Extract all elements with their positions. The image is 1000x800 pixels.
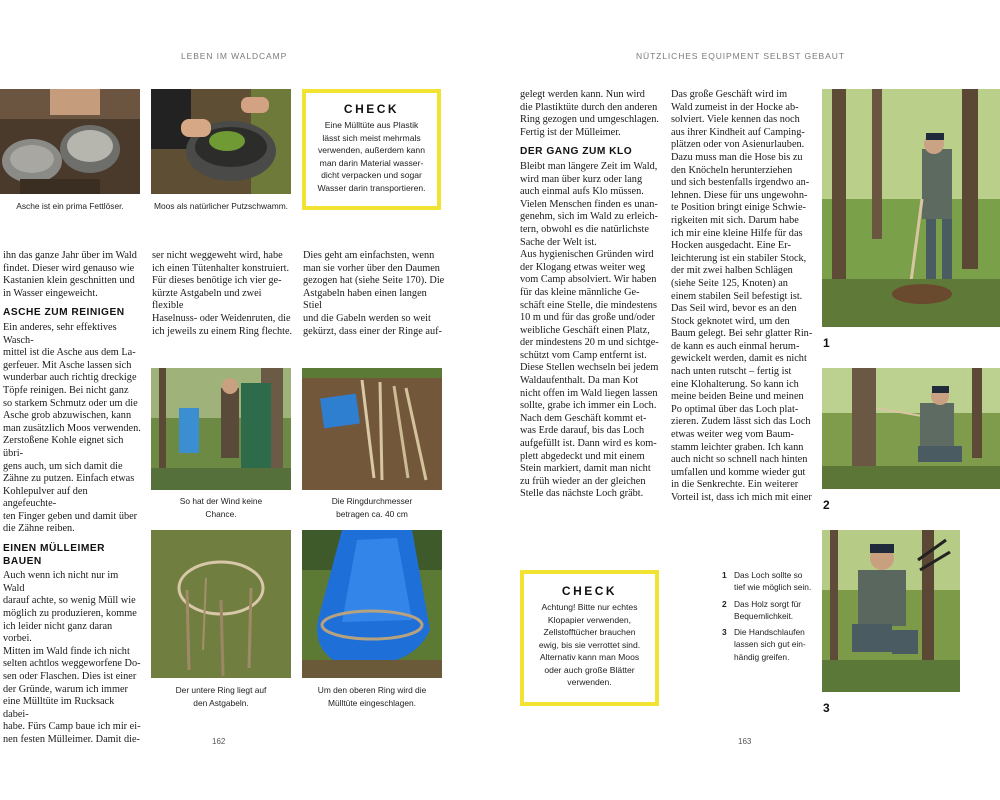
photo-step-1-digging [822,89,1000,327]
photo-step-2-squatting [822,368,1000,489]
text-column-5: Das große Geschäft wird im Wald zumeist in der Hocke ab- solviert. Viele kennen das noch aus ihrer Kindheit auf Camping- plätzen oder von Asienurlauben. Dazu muss man die Hose bis zu den Knöcheln herunterziehen und sich bestenfalls irgendwo an- lehnen. Diese für uns ungewohn- te Position bringt einige Schwie- rigkeiten mit sich. Darum habe ich mir eine kleine Hilfe für das Hocken ausgedacht. Eine Er- leichterung ist ein stabiler Stock, der mit zwei halben Schlägen (siehe Seite 125, Knoten) an einem stabilen Seil befestigt ist. Das Seil wird, bevor es an den Stock geknotet wird, um den Baum gelegt. Bei sehr glatter Rin- de kann es auch einmal herum- gewickelt werden, damit es nicht nach unten rutscht – fertig ist eine Klohalterung. So kann ich meine beiden Beine und meinen Po optimal über das Loch plat- zieren. Zudem lässt sich das Loch etwas weiter weg vom Baum- stamm leichter graben. Ich kann auch nicht so schnell nach hinten umfallen und komme wieder gut in die Senkrechte. Ein weiterer Vorteil ist, dass ich mich mit einer [671,89,813,503]
photo-upper-ring-bag [302,530,442,678]
step-item: 1 Das Loch sollte so tief wie möglich sein. [722,570,812,593]
caption-ring-diameter: Die Ringdurchmesser betragen ca. 40 cm [331,496,413,519]
photo-number-2: 2 [823,498,830,512]
check-box-plastic-bag [302,89,441,210]
text-column-2: ser nicht weggeweht wird, habe ich einen Tütenhalter konstruiert. Für dieses benötige ich vier ge- kürzte Astgabeln und zwei flexible Haselnuss- oder Weidenruten, die ich jeweils zu einem Ring flechte. [152,250,293,337]
paragraph-intro: ihn das ganze Jahr über im Wald findet. Dieser wird genauso wie Kastanien klein geschnitten und in Wasser eingeweicht. [3,250,137,299]
text-column-3: Dies geht am einfachsten, wenn man sie vorher über den Daumen gezogen hat (siehe Seite 170). Die Astgabeln haben einen langen Stiel und die Gabeln werden so weit gekürzt, dass einer der Ringe auf- [303,250,445,337]
step-item: 2 Das Holz sorgt für Bequemlichkeit. [722,598,802,621]
photo-moss-sponge [151,89,291,194]
caption-lower-ring: Der untere Ring liegt auf den Astgabeln. [175,685,267,708]
photo-lower-ring [151,530,291,678]
caption-wind: So hat der Wind keine Chance. [179,496,263,519]
running-head-left: LEBEN IM WALDCAMP [181,51,288,61]
caption-upper-ring: Um den oberen Ring wird die Mülltüte eingeschlagen. [317,685,427,708]
paragraph-toilet: Bleibt man längere Zeit im Wald, wird man über kurz oder lang auch einmal aufs Klo müssen. Vielen Menschen finden es unan- genehm, sich im Wald zu erleich- tern, obwohl es die natürlichste Sache der Welt ist. Aus hygienischen Gründen wird der Klogang etwas weiter weg vom Camp absolviert. Wir haben für das kleine männliche Ge- schäft eine Stelle, die mindestens 10 m und für das große und/oder weibliche Geschäft einen Platz, der mindestens 20 m und sichtge- schützt vom Camp entfernt ist. Diese Stellen wechseln bei jedem Waldaufenthalt. Da man Kot nicht offen im Wald liegen lassen sollte, grabe ich immer ein Loch. Nach dem Geschäft kommt et- was Erde darauf, bis das Loch aufgefüllt ist. Dann wird es kom- plett abgedeckt und mit einem Stein markiert, damit man nicht zu früh wieder an der gleichen Stelle das nächste Loch gräbt. [520,160,659,500]
heading-ash-cleaning: ASCHE ZUM REINIGEN [3,307,125,319]
photo-ash-cleaning [0,89,140,194]
paragraph-ash: Ein anderes, sehr effektives Wasch- mittel ist die Asche aus dem La- gerfeuer. Mit Asche lassen sich wunderbar auch richtig dreckige Töpfe reinigen. Bei nicht ganz so starkem Schmutz oder um die Asche grob abzuwischen, kann man zusätzlich Moos verwenden. Zerstoßene Kohle eignet sich übri- gens auch, um sich damit die Zähne zu putzen. Einfach etwas Kohlepulver auf den angefeuchte- ten Finger geben und damit über die Zähne reiben. [3,321,141,535]
check-box-toilet-paper [520,570,659,706]
photo-bag-holder-wind [151,368,291,490]
paragraph-bin: Auch wenn ich nicht nur im Wald darauf achte, so wenig Müll wie möglich zu produzieren, komme ich leider nicht ganz daran vorbei. Mitten im Wald finde ich nicht selten achtlos weggeworfene Do- sen oder Flaschen. Dies ist einer der Gründe, warum ich immer eine Mülltüte im Rucksack dabei- habe. Fürs Camp baue ich mir ei- nen festen Mülleimer. Damit die- [3,570,141,745]
running-head-right: NÜTZLICHES EQUIPMENT SELBST GEBAUT [636,51,845,61]
photo-number-3: 3 [823,701,830,715]
page-number-right: 163 [738,737,752,746]
heading-toilet: DER GANG ZUM KLO [520,146,633,158]
caption-ash: Asche ist ein prima Fettlöser. [16,201,124,211]
text-column-1 [3,250,141,747]
check-title: CHECK [343,102,400,116]
check-text: Achtung! Bitte nur echtes Klopapier verwenden, Zellstofftücher brauchen ewig, bis sie verrottet sind. Alternativ kann man Moos oder auch große Blätter verwenden. [538,602,641,687]
check-title: CHECK [561,584,618,598]
heading-build-bin: EINEN MÜLLEIMER BAUEN [3,543,106,567]
page-number-left: 162 [212,737,226,746]
check-text: Eine Mülltüte aus Plastik lässt sich meist mehrmals verwenden, außerdem kann man darin Material wasser- dicht verpacken und sogar Wasser darin transportieren. [317,120,426,193]
text-column-4 [520,89,660,501]
step-item: 3 Die Handschlaufen lassen sich gut ein- händig greifen. [722,627,806,662]
photo-number-1: 1 [823,336,830,350]
step-list [722,569,814,667]
photo-ring-sticks [302,368,442,490]
caption-moss: Moos als natürlicher Putzschwamm. [153,201,289,211]
photo-step-3-handles [822,530,960,692]
paragraph-bin-finish: gelegt werden kann. Nun wird die Plastiktüte durch den anderen Ring gezogen und umgeschlagen. Fertig ist der Mülleimer. [520,89,659,138]
